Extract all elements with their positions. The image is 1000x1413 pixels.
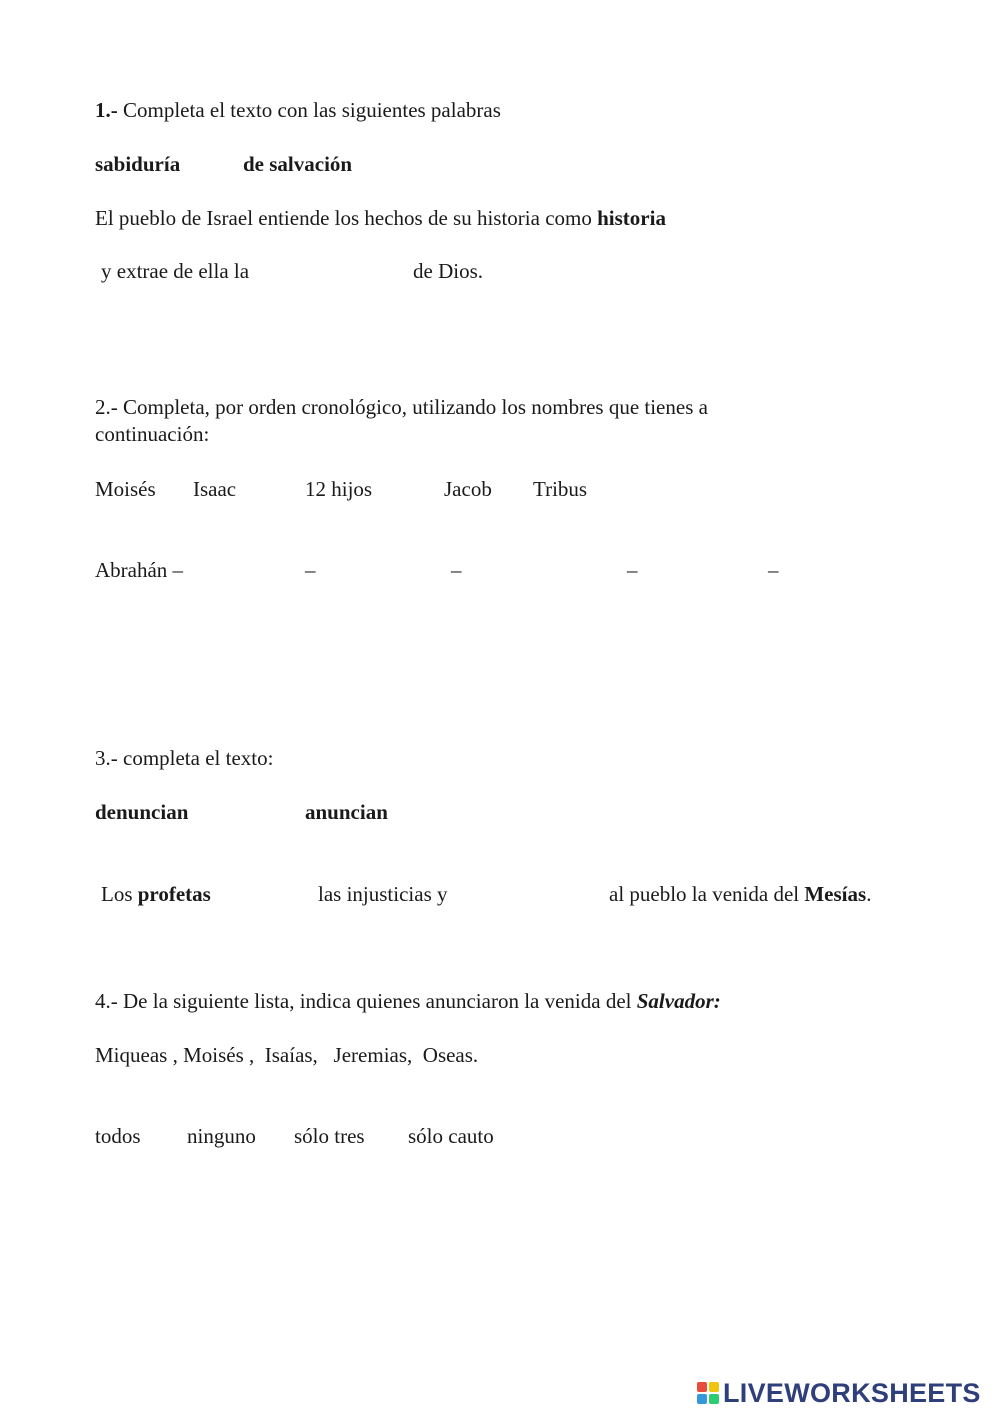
q1-line1-bold: historia [597, 206, 666, 230]
q2-blank-5[interactable] [785, 557, 915, 583]
q4-list: Miqueas , Moisés , Isaías, Jeremias, Oseas. [95, 1043, 479, 1067]
q4-prompt-text: 4.- De la siguiente lista, indica quienes anunciaron la venida del [95, 989, 632, 1013]
logo-square-2 [709, 1382, 719, 1392]
q2-blank-2[interactable] [322, 557, 446, 583]
q1-line2-end-text: de Dios. [413, 259, 483, 283]
q3-sentence-end [609, 881, 871, 907]
q3-sentence-start [101, 881, 211, 907]
q2-word-tribus[interactable]: Tribus [533, 477, 588, 501]
liveworksheets-logo [697, 1376, 981, 1410]
q1-blank[interactable] [272, 258, 407, 284]
q2-dash-2: – [451, 558, 462, 582]
q2-blank-4[interactable] [644, 557, 762, 583]
q2-word-jacob[interactable]: Jacob [444, 477, 492, 501]
q2-sequence-start: Abrahán – [95, 558, 184, 582]
q3-period: . [866, 882, 872, 906]
q4-option-solo-tres[interactable]: sólo tres [294, 1124, 365, 1148]
q2-word-moises[interactable]: Moisés [95, 477, 156, 501]
q4-option-solo-cauto[interactable]: sólo cauto [408, 1124, 494, 1148]
q1-line1 [95, 205, 666, 231]
q3-word-denuncian[interactable] [95, 799, 188, 825]
q2-dash-1: – [305, 558, 316, 582]
logo-square-4 [709, 1394, 719, 1404]
q2-blank-3[interactable] [468, 557, 622, 583]
q2-prompt-line1: 2.- Completa, por orden cronológico, utilizando los nombres que tienes a [95, 395, 708, 419]
liveworksheets-logo-text: LIVEWORKSHEETS [723, 1377, 981, 1408]
q4-prompt [95, 988, 721, 1014]
q1-word-de-salvacion[interactable]: de salvación [243, 152, 353, 176]
q4-option-ninguno[interactable]: ninguno [187, 1124, 256, 1148]
q3-blank-1[interactable] [230, 881, 312, 907]
q2-prompt-line2: continuación: [95, 422, 210, 446]
logo-square-1 [697, 1382, 707, 1392]
q3-mesias: Mesías [804, 882, 867, 906]
q3-prompt: 3.- completa el texto: [95, 746, 274, 770]
q3-end-text: al pueblo la venida del [609, 882, 800, 906]
q3-word-anuncian-text: anuncian [305, 800, 388, 824]
q2-word-12-hijos[interactable]: 12 hijos [305, 477, 373, 501]
q4-option-todos[interactable]: todos [95, 1124, 141, 1148]
q4-prompt-salvador: Salvador: [636, 989, 721, 1013]
q3-los: Los [101, 882, 133, 906]
logo-square-3 [697, 1394, 707, 1404]
q1-line2-end [413, 258, 483, 284]
q1-word-sabiduria[interactable]: sabiduría [95, 152, 181, 176]
q2-word-isaac[interactable]: Isaac [193, 477, 237, 501]
q2-dash-3: – [627, 558, 638, 582]
liveworksheets-logo-icon [697, 1382, 719, 1404]
q1-number: 1.- [95, 98, 118, 122]
q3-blank-2[interactable] [468, 881, 604, 907]
q1-prompt [95, 97, 501, 123]
q1-word-bank [95, 151, 180, 177]
q1-line2-text: y extrae de ella la [101, 259, 250, 283]
q2-blank-1[interactable] [200, 557, 300, 583]
q1-line2-start [101, 258, 249, 284]
q3-word-denuncian-text: denuncian [95, 800, 189, 824]
q3-sentence-mid: las injusticias y [318, 882, 448, 906]
q3-word-anuncian[interactable] [305, 799, 388, 825]
q1-prompt-text: Completa el texto con las siguientes palabras [123, 98, 501, 122]
q1-word-bank-2 [243, 151, 352, 177]
q2-dash-4: – [768, 558, 779, 582]
q3-profetas: profetas [137, 882, 211, 906]
q1-line1-text: El pueblo de Israel entiende los hechos de su historia como [95, 206, 592, 230]
